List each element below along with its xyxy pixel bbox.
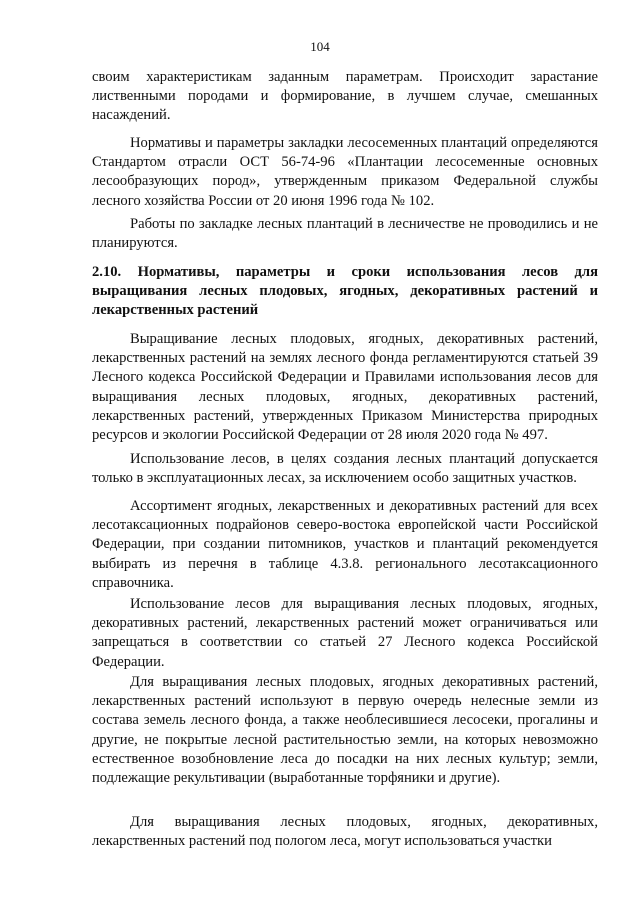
paragraph-land-use: Для выращивания лесных плодовых, ягодных декоративных растений, лекарственных растений используют в первую очередь нелесные земли из состава земель лесного фонда, а также необлесившиеся лесосеки, прогалины и другие, не покрытые лесной растительностью земли, на которых невозможно естественное возобновление леса до посадки на них лесных культур; земли, подлежащие рекультивации (выработанные торфяники и другие). [92, 674, 598, 787]
section-heading: 2.10. Нормативы, параметры и сроки использования лесов для выращивания лесных плодовых, ягодных, декоративных растений и лекарственных растений [92, 264, 598, 319]
paragraph-restrictions: Использование лесов для выращивания лесных плодовых, ягодных, декоративных растений, лекарственных растений может ограничиваться или запрещаться в соответствии со статьей 27 Лесного кодекса Российской Федерации. [92, 596, 598, 670]
paragraph-under-canopy: Для выращивания лесных плодовых, ягодных, декоративных, лекарственных растений под пологом леса, могут использоваться участки [92, 814, 598, 850]
page-number: 104 [310, 39, 330, 54]
paragraph-standards: Нормативы и параметры закладки лесосеменных плантаций определяются Стандартом отрасли ОСТ 56-74-96 «Плантации лесосеменные основных лесообразующих пород», утвержденным приказом Федеральной службы лесного хозяйства России от 20 июня 1996 года № 102. [92, 135, 598, 209]
paragraph-assortment: Ассортимент ягодных, лекарственных и декоративных растений для всех лесотаксационных подрайонов северо-востока европейской части Российской Федерации, при создании питомников, участков и плантаций рекомендуется выбирать из перечня в таблице 4.3.8. регионального лесотаксационного справочника. [92, 498, 598, 591]
paragraph-forest-use: Использование лесов, в целях создания лесных плантаций допускается только в эксплуатационных лесах, за исключением особо защитных участков. [92, 451, 598, 487]
paragraph-plantation-works: Работы по закладке лесных плантаций в лесничестве не проводились и не планируются. [92, 216, 598, 252]
paragraph-continuation: своим характеристикам заданным параметрам. Происходит зарастание лиственными породами и формирование, в лучшем случае, смешанных насаждений. [92, 69, 598, 124]
paragraph-regulation: Выращивание лесных плодовых, ягодных, декоративных растений, лекарственных растений на землях лесного фонда регламентируются статьей 39 Лесного кодекса Российской Федерации и Правилами использования лесов для выращивания лесных плодовых, ягодных, декоративных растений, лекарственных растений, утвержденных Приказом Министерства природных ресурсов и экологии Российской Федерации от 28 июля 2020 года № 497. [92, 331, 598, 444]
